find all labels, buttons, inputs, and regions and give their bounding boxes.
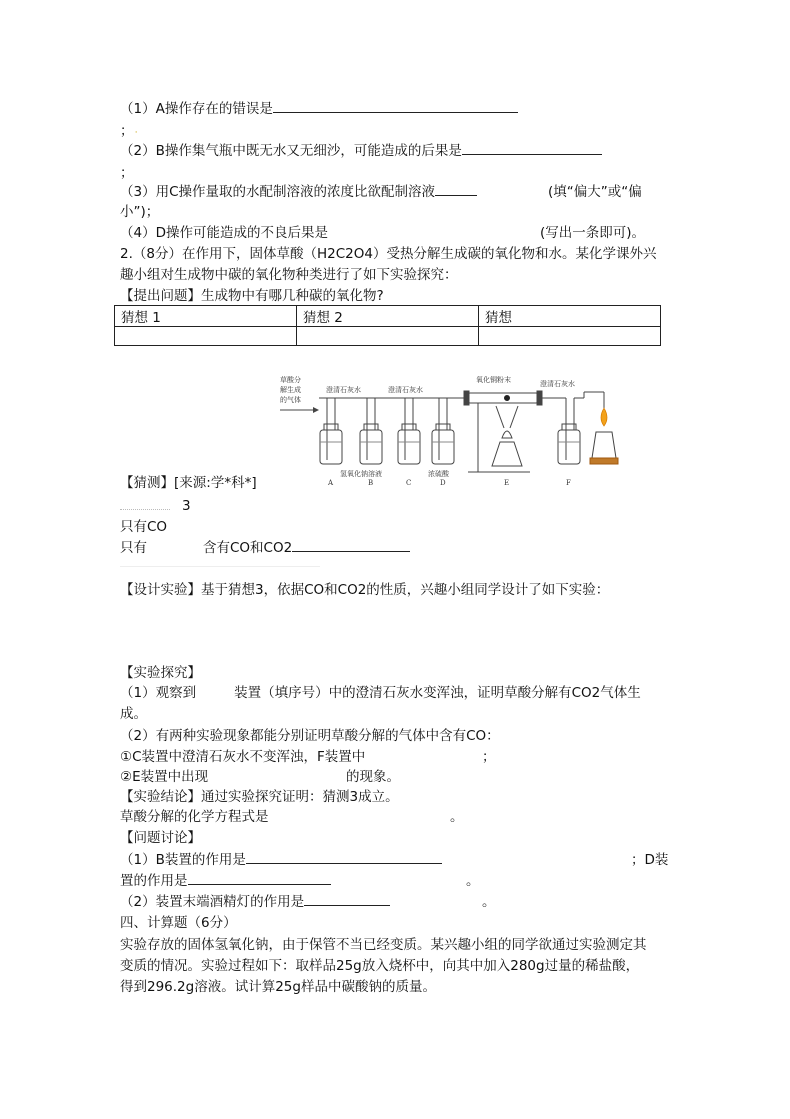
disc-1-end: 。 bbox=[466, 873, 480, 889]
label-input-gas-1: 草酸分 bbox=[280, 376, 301, 384]
answer-blank[interactable] bbox=[462, 142, 602, 155]
q2-intro-2: 趣小组对生成物中碳的氧化物种类进行了如下实验探究： bbox=[120, 267, 458, 283]
guess-table bbox=[114, 305, 661, 346]
table-cell[interactable] bbox=[297, 327, 479, 346]
letter-b: B bbox=[368, 479, 374, 486]
q1-item2-text: （2）B操作集气瓶中既无水又无细沙，可能造成的后果是 bbox=[120, 143, 462, 159]
guess-title: 【猜测】[来源:学*科*] bbox=[120, 475, 257, 491]
letter-d: D bbox=[440, 479, 446, 486]
table-header: 猜想 bbox=[479, 306, 661, 327]
label-naoh: 氢氧化钠溶液 bbox=[340, 470, 382, 478]
equation-end: 。 bbox=[450, 809, 464, 825]
q1-item3 bbox=[120, 183, 477, 201]
disc-1-cont: 置的作用是 bbox=[120, 872, 331, 890]
guess-both: 只有 含有CO和CO2 bbox=[120, 539, 410, 557]
q1-item1 bbox=[120, 100, 518, 118]
q1-item3-cont: 小”)； bbox=[120, 204, 160, 220]
q2-intro-1: 2.（8分）在作用下，固体草酸（H2C2O4）受热分解生成碳的氧化物和水。某化学课外兴 bbox=[120, 246, 657, 262]
q1-item1-end: ； · bbox=[120, 123, 138, 139]
q4-line3: 得到296.2g溶液。试计算25g样品中碳酸钠的质量。 bbox=[120, 979, 436, 995]
q1-item4-hint: (写出一条即可)。 bbox=[540, 225, 646, 241]
q1-item2-end: ； bbox=[120, 165, 134, 181]
letter-f: F bbox=[566, 479, 571, 486]
q1-item3-hint: (填“偏大”或“偏 bbox=[548, 184, 642, 200]
q1-item4-text: （4）D操作可能造成的不良后果是 bbox=[120, 225, 328, 241]
letter-c: C bbox=[406, 479, 412, 486]
answer-blank[interactable] bbox=[273, 100, 518, 113]
disc-2: （2）装置末端酒精灯的作用是 bbox=[120, 893, 390, 911]
answer-blank[interactable] bbox=[188, 872, 331, 885]
answer-blank[interactable] bbox=[292, 539, 410, 552]
label-limewater-3: 澄清石灰水 bbox=[540, 380, 575, 388]
disc-1-mid: ；D装 bbox=[631, 852, 669, 868]
answer-blank[interactable] bbox=[435, 183, 477, 196]
explore-1: （1）观察到 装置（填序号）中的澄清石灰水变浑浊，证明草酸分解有CO2气体生 bbox=[120, 685, 641, 701]
table-row bbox=[115, 327, 661, 346]
apparatus-diagram bbox=[278, 368, 628, 486]
conclusion: 【实验结论】通过实验探究证明：猜测3成立。 bbox=[120, 789, 399, 805]
discussion-title: 【问题讨论】 bbox=[120, 830, 201, 846]
guess-only-co: 只有CO bbox=[120, 519, 168, 535]
explore-2: （2）有两种实验现象都能分别证明草酸分解的气体中含有CO： bbox=[120, 728, 500, 744]
table-header: 猜想 1 bbox=[115, 306, 297, 327]
table-row bbox=[115, 306, 661, 327]
label-copper-oxide: 氧化铜粉末 bbox=[476, 376, 511, 384]
answer-blank[interactable] bbox=[246, 851, 442, 864]
explore-2a: ①C装置中澄清石灰水不变浑浊，F装置中 bbox=[120, 749, 366, 765]
faint-blank bbox=[120, 497, 170, 510]
explore-2a-end: ； bbox=[482, 749, 496, 765]
q2-question: 【提出问题】生成物中有哪几种碳的氧化物? bbox=[120, 288, 384, 304]
explore-title: 【实验探究】 bbox=[120, 665, 201, 681]
explore-2b: ②E装置中出现 bbox=[120, 769, 209, 785]
label-h2so4: 浓硫酸 bbox=[428, 470, 449, 478]
q4-title: 四、计算题（6分） bbox=[120, 915, 237, 931]
table-cell[interactable] bbox=[115, 327, 297, 346]
answer-blank[interactable] bbox=[304, 893, 390, 906]
faint-divider bbox=[120, 566, 320, 567]
guess-3-label: 3 bbox=[120, 497, 191, 515]
explore-2b-end: 的现象。 bbox=[346, 769, 400, 785]
table-cell[interactable] bbox=[479, 327, 661, 346]
table-header: 猜想 2 bbox=[297, 306, 479, 327]
label-limewater-1: 澄清石灰水 bbox=[326, 386, 361, 394]
q4-line1: 实验存放的固体氢氧化钠，由于保管不当已经变质。某兴趣小组的同学欲通过实验测定其 bbox=[120, 937, 647, 953]
design-experiment: 【设计实验】基于猜想3，依据CO和CO2的性质，兴趣小组同学设计了如下实验： bbox=[120, 582, 610, 598]
label-input-gas-2: 解生成 bbox=[280, 386, 301, 394]
disc-1: （1）B装置的作用是 bbox=[120, 851, 442, 869]
equation: 草酸分解的化学方程式是 bbox=[120, 809, 269, 825]
q4-line2: 变质的情况。实验过程如下：取样品25g放入烧杯中，向其中加入280g过量的稀盐酸， bbox=[120, 958, 640, 974]
disc-2-end: 。 bbox=[482, 894, 496, 910]
q1-item4 bbox=[120, 224, 328, 242]
q1-item2 bbox=[120, 142, 602, 160]
label-input-gas-3: 的气体 bbox=[280, 396, 301, 404]
letter-e: E bbox=[504, 479, 510, 486]
q1-item1-text: （1）A操作存在的错误是 bbox=[120, 101, 273, 117]
explore-1-cont: 成。 bbox=[120, 706, 147, 722]
letter-a: A bbox=[328, 479, 334, 486]
label-limewater-2: 澄清石灰水 bbox=[388, 386, 423, 394]
yellow-dot: · bbox=[134, 128, 138, 138]
q1-item3-text: （3）用C操作量取的水配制溶液的浓度比欲配制溶液 bbox=[120, 184, 436, 200]
